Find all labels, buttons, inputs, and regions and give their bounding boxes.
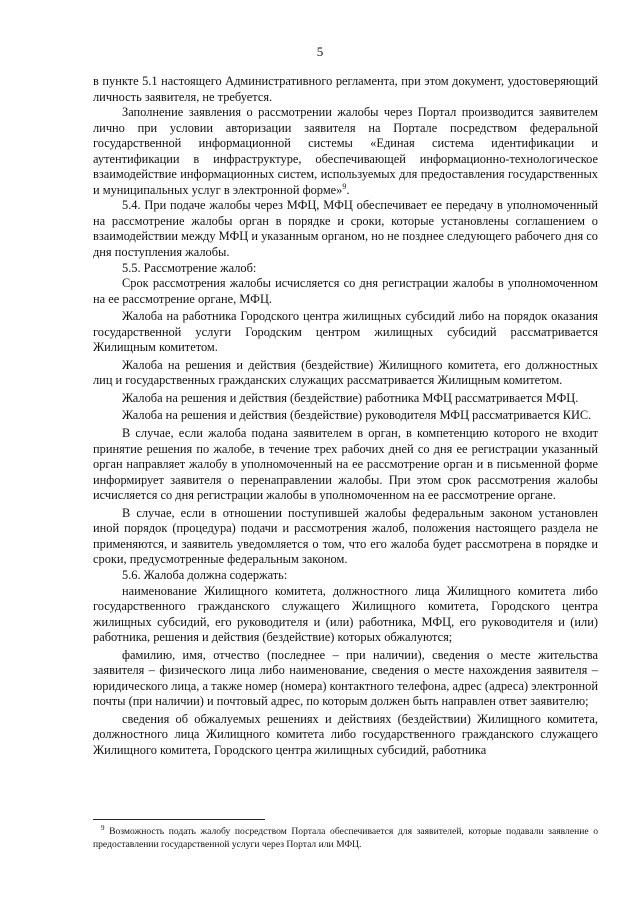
paragraph-mfc-worker-complaint: Жалоба на решения и действия (бездействие) работника МФЦ рассматривается МФЦ. — [122, 390, 579, 405]
page-number: 5 — [316, 44, 324, 59]
paragraph-5-6-heading: 5.6. Жалоба должна содержать: — [122, 567, 288, 582]
paragraph-5-5-heading: 5.5. Рассмотрение жалоб: — [122, 260, 257, 275]
paragraph-redirect: В случае, если жалоба подана заявителем в орган, в компетенцию которого не входит принятие решения по жалобе, в течение трех рабочих дней со дня ее регистрации указанный орган направляет жалобу в уполномоченный на ее рассмотрение орган и в письменной форме информирует заявителя о перенаправлении жалобы. При этом срок рассмотрения жалобы исчисляется со дня регистрации жалобы в уполномоченном на ее рассмотрение органе. — [93, 426, 598, 503]
document-body — [93, 74, 598, 759]
paragraph-5-4: 5.4. При подаче жалобы через МФЦ, МФЦ обеспечивает ее передачу в уполномоченный на рассмотрение жалобы орган в порядке и сроки, которые установлены соглашением о взаимодействии между МФЦ и указанным органом, но не позднее следующего рабочего дня со дня поступления жалобы. — [93, 198, 598, 260]
footnote-divider — [93, 819, 265, 820]
paragraph-requirement-decisions: сведения об обжалуемых решениях и действиях (бездействии) Жилищного комитета, должностного лица Жилищного комитета либо государственного гражданского служащего Жилищного комитета, Городского центра жилищных субсидий, работника — [93, 711, 598, 757]
paragraph-federal-law: В случае, если в отношении поступившей жалобы федеральным законом установлен иной порядок (процедура) подачи и рассмотрения жалоб, положения настоящего раздела не применяются, и заявитель уведомляется о том, что его жалоба будет рассмотрена в порядке и сроки, предусмотренные федеральным законом. — [93, 505, 598, 567]
paragraph-text: Заполнение заявления о рассмотрении жалобы через Портал производится заявителем лично при условии авторизации заявителя на Портале посредством федеральной государственной информационной системы «Единая система идентификации и аутентификации в инфраструктуре, обеспечивающей информационно-технологическое взаимодействие информационных систем, используемых для предоставления государственных и муниципальных услуг в электронной форме» — [93, 105, 598, 197]
paragraph-requirement-contacts: фамилию, имя, отчество (последнее – при наличии), сведения о месте жительства заявителя – физического лица либо наименование, сведения о месте нахождения заявителя – юридического лица, а также номер (номера) контактного телефона, адрес (адреса) электронной почты (при наличии) и почтовый адрес, по которым должен быть направлен ответ заявителю; — [93, 647, 598, 709]
footnote-text: Возможность подать жалобу посредством Портала обеспечивается для заявителей, которые подавали заявление о предоставлении государственной услуги через Портал или МФЦ. — [93, 826, 598, 850]
footnote-marker: 9 — [101, 823, 105, 832]
paragraph-subsidy-center-complaint: Жалоба на работника Городского центра жилищных субсидий либо на порядок оказания государственной услуги Городским центром жилищных субсидий рассматривается Жилищным комитетом. — [93, 309, 598, 355]
paragraph-committee-complaint: Жалоба на решения и действия (бездействие) Жилищного комитета, его должностных лиц и государственных гражданских служащих рассматривается Жилищным комитетом. — [93, 357, 598, 388]
footnote-reference: 9 — [342, 181, 347, 191]
paragraph-requirement-name: наименование Жилищного комитета, должностного лица Жилищного комитета либо государственного гражданского служащего Жилищного комитета, Городского центра жилищных субсидий, его руководителя и (или) работника, МФЦ, его руководителя и (или) работника, решения и действия (бездействие) которых обжалуются; — [93, 583, 598, 645]
paragraph-end-punct: . — [346, 182, 350, 197]
paragraph-portal-application — [93, 105, 598, 198]
paragraph-continuation: в пункте 5.1 настоящего Административного регламента, при этом документ, удостоверяющий личность заявителя, не требуется. — [93, 74, 598, 104]
paragraph-mfc-head-complaint: Жалоба на решения и действия (бездействие) руководителя МФЦ рассматривается КИС. — [122, 408, 592, 423]
paragraph-review-term: Срок рассмотрения жалобы исчисляется со дня регистрации жалобы в уполномоченном на ее рассмотрение органе, МФЦ. — [93, 276, 598, 306]
footnote — [93, 825, 598, 851]
